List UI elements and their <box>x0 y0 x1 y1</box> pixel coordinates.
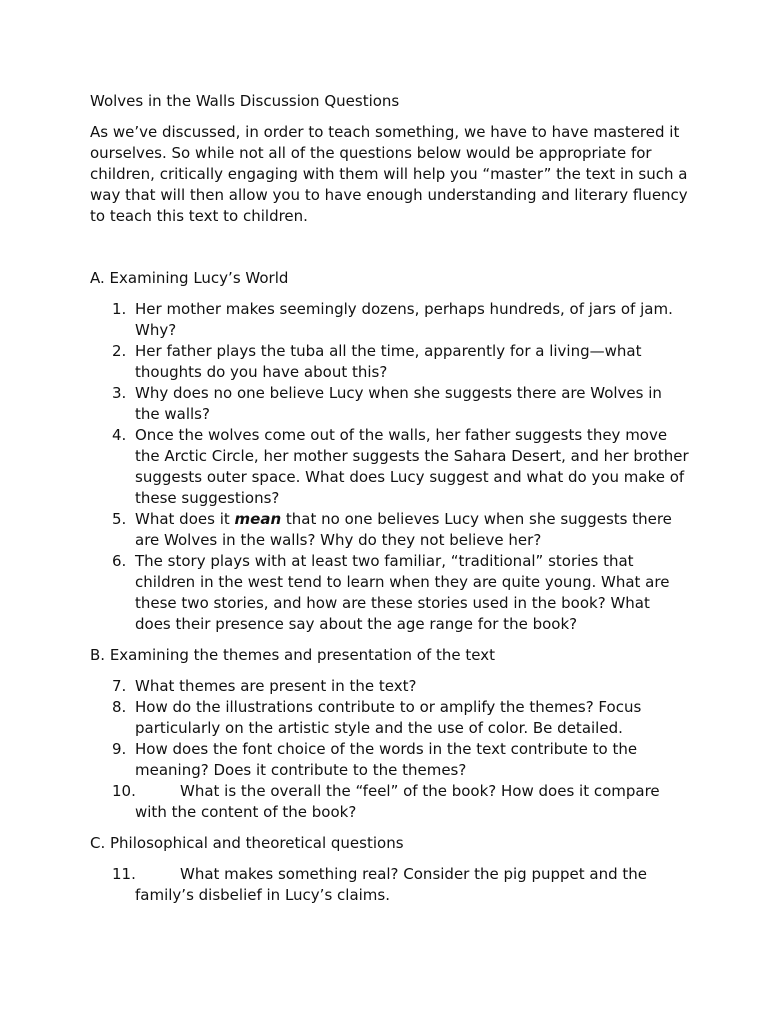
section-b-questions <box>90 676 690 823</box>
section-c-heading: C. Philosophical and theoretical questions <box>90 834 404 852</box>
question-item <box>90 676 690 697</box>
question-text: Her father plays the tuba all the time, apparently for a living—what thoughts do you have about this? <box>135 342 642 381</box>
question-number: 6. <box>112 552 127 570</box>
intro-paragraph: As we’ve discussed, in order to teach something, we have to have mastered it ourselves. So while not all of the questions below would be appropriate for children, critically engaging with them will help you “master” the text in such a way that will then allow you to have enough understanding and literary fluency to teach this text to children. <box>90 123 688 225</box>
question-number: 7. <box>112 677 127 695</box>
question-text-before: What does it <box>135 510 235 528</box>
question-text: The story plays with at least two familiar, “traditional” stories that children in the west tend to learn when they are quite young. What are these two stories, and how are these stories used in the book? What does their presence say about the age range for the book? <box>135 552 670 633</box>
question-text: Her mother makes seemingly dozens, perhaps hundreds, of jars of jam. Why? <box>135 300 673 339</box>
document-page <box>90 91 690 906</box>
question-number: 1. <box>112 300 127 318</box>
question-number: 11. <box>112 865 136 883</box>
question-text: Why does no one believe Lucy when she suggests there are Wolves in the walls? <box>135 384 662 423</box>
question-item <box>90 341 690 383</box>
document-title: Wolves in the Walls Discussion Questions <box>90 92 400 110</box>
section-c-questions <box>90 864 690 906</box>
question-text: Once the wolves come out of the walls, her father suggests they move the Arctic Circle, her mother suggests the Sahara Desert, and her brother suggests outer space. What does Lucy suggest and what do you make of these suggestions? <box>135 426 689 507</box>
question-text: What is the overall the “feel” of the book? How does it compare with the content of the book? <box>135 782 660 821</box>
question-number: 8. <box>112 698 127 716</box>
question-item <box>90 509 690 551</box>
question-number: 4. <box>112 426 127 444</box>
question-text: What themes are present in the text? <box>135 677 417 695</box>
question-item <box>90 383 690 425</box>
section-a-questions <box>90 299 690 635</box>
question-text: What makes something real? Consider the pig puppet and the family’s disbelief in Lucy’s claims. <box>135 865 648 904</box>
question-text-after: that no one believes Lucy when she suggests there are Wolves in the walls? Why do they not believe her? <box>135 510 672 549</box>
emphasized-word: mean <box>234 510 282 528</box>
section-b-heading: B. Examining the themes and presentation of the text <box>90 646 495 664</box>
question-item <box>90 739 690 781</box>
question-number: 10. <box>112 782 136 800</box>
section-a-heading: A. Examining Lucy’s World <box>90 269 289 287</box>
question-number: 3. <box>112 384 127 402</box>
question-number: 9. <box>112 740 127 758</box>
question-item <box>90 697 690 739</box>
question-number: 2. <box>112 342 127 360</box>
question-item <box>90 299 690 341</box>
question-number: 5. <box>112 510 127 528</box>
question-item <box>90 425 690 509</box>
question-item <box>90 864 690 906</box>
question-item <box>90 781 690 823</box>
question-text: How does the font choice of the words in the text contribute to the meaning? Does it contribute to the themes? <box>135 740 638 779</box>
question-item <box>90 551 690 635</box>
question-text: How do the illustrations contribute to or amplify the themes? Focus particularly on the artistic style and the use of color. Be detailed. <box>135 698 642 737</box>
